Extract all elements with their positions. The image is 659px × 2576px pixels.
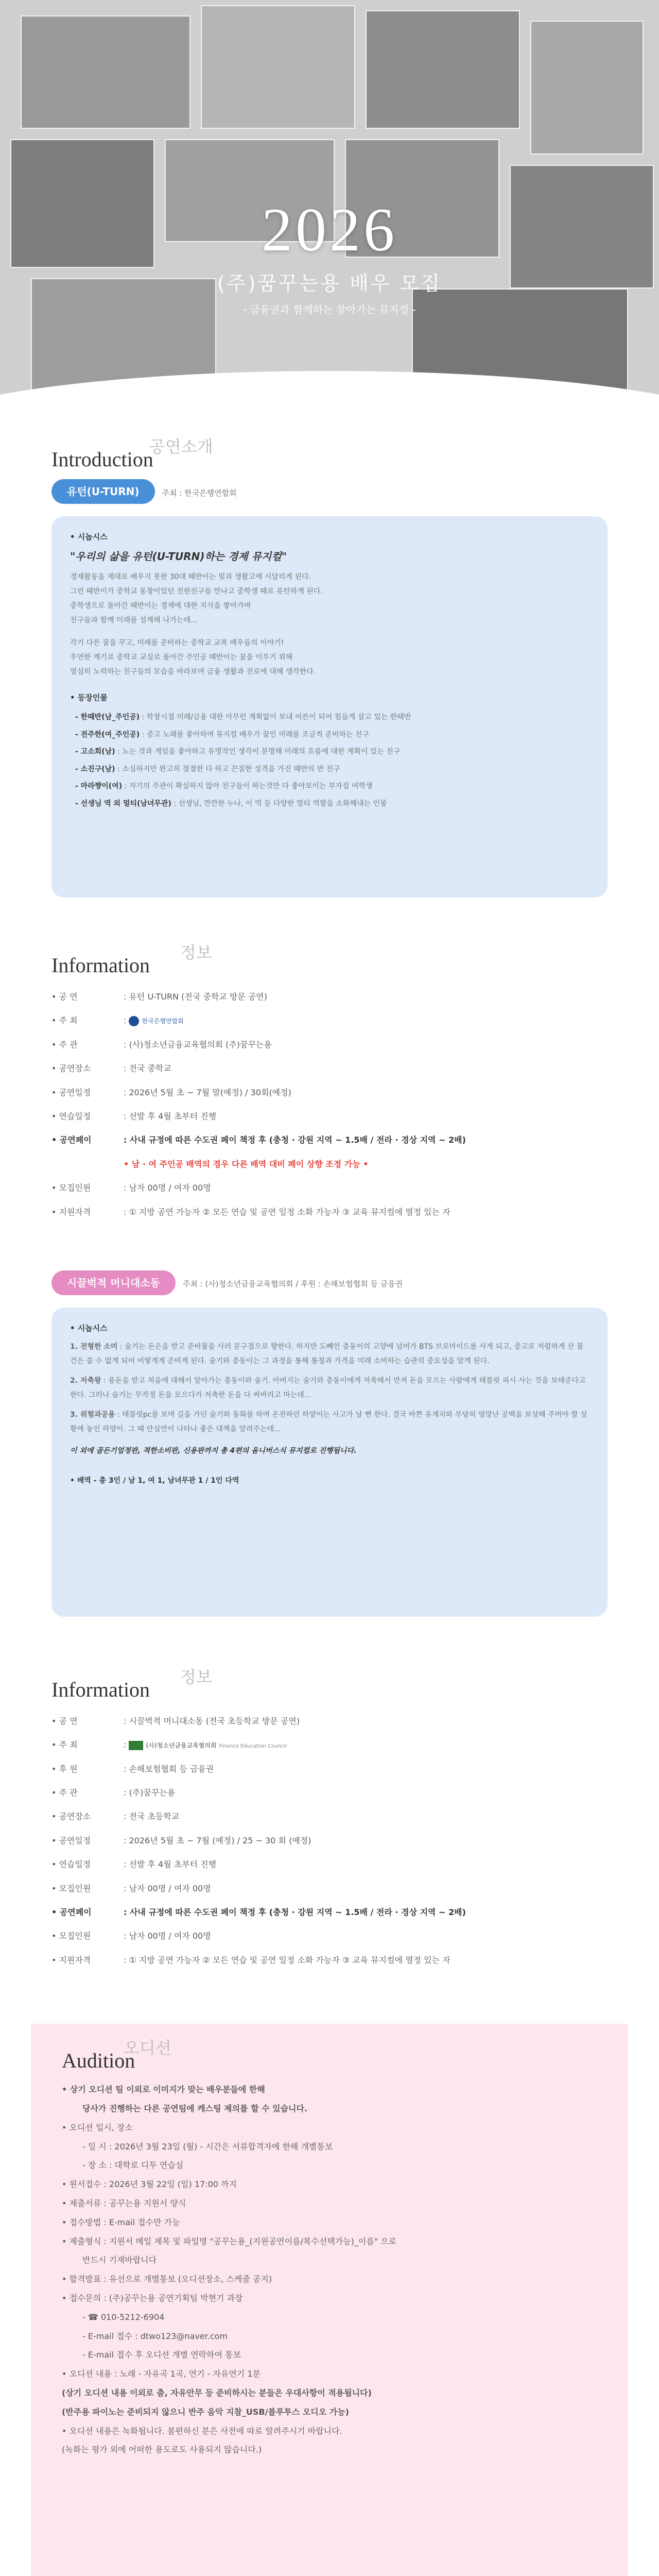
- audition-row: • 오디션 내용은 녹화됩니다. 불편하신 분은 사전에 따로 알려주시기 바랍니다.: [62, 2426, 342, 2436]
- photo-stage-2: [201, 5, 355, 129]
- audition-row: • 제출형식 : 지원서 메일 제목 및 파일명 "공꾸는용_(지원공연이름/복수선택가능)_이름" 으로: [62, 2236, 397, 2246]
- info-heading-ko: 정보: [180, 943, 212, 962]
- character-item: - 전주한(여_주인공) : 중고 노래를 좋아하며 뮤지컬 배우가 꿈인 미래를 조금씩 준비하는 친구: [75, 730, 370, 739]
- info-row: • 주 최 : 한국은행연합회: [51, 1015, 184, 1026]
- audition-box: [31, 2024, 628, 2576]
- intro-heading: Introduction 공연소개: [51, 443, 608, 479]
- character-item: - 마라쨩이(여) : 자기의 주관이 확실하지 않아 친구들이 하는것만 다 좋아보이는 부자집 여학생: [75, 782, 373, 791]
- show-pill-money: 시끌벅적 머니대소동: [51, 1270, 176, 1295]
- info-row: • 공 연 : 유턴 U-TURN (전국 중학교 방문 공연): [51, 992, 267, 1002]
- info-row: • 모집인원 : 남자 00명 / 여자 00명: [51, 1931, 211, 1941]
- synopsis-item: 1. 전형한 소미 : 술기는 돈은을 받고 준비물을 사러 문구점으로 향한다. 하지만 도빼인 충동이의 고양에 넘어가 BTS 브로마이드를 사게 되고, 중고로 저렴하게 산 물건은 쓸 수 없게 되어 어떻게게 준비게 된다. 술기와 충동이는 그 과정을 통해 통칭과 가격을 미래 소비하는 습관의 중요성을 알게 된다.: [70, 1342, 584, 1365]
- character-item: - 선생님 역 외 멀티(남녀무관) : 선생님, 깐깐한 누나, 이 역 등 다양한 멀티 역할을 소화해내는 인물: [75, 799, 387, 808]
- synopsis-title: • 시놉시스: [70, 532, 108, 541]
- info-heading-ko-2: 정보: [180, 1667, 212, 1686]
- synopsis-box: [51, 516, 608, 897]
- info-row: • 공연페이 : 사내 규정에 따른 수도권 페이 책정 후 (충청 · 강원 지역 ~ 1.5배 / 전라 · 경상 지역 ~ 2배): [51, 1135, 466, 1145]
- council-logo-icon: [129, 1741, 143, 1750]
- audition-row: - ☎ 010-5212-6904: [82, 2312, 165, 2322]
- character-item: - 소진구(남) : 소심하지만 완고히 절절한 다 하고 끈질한 성격을 가진 때반의 반 친구: [75, 765, 340, 773]
- character-item: - 고소희(남) : 노는 것과 게임을 좋아하고 유명작인 생각이 분명해 미래의 흐름에 대한 계획이 있는 친구: [75, 748, 401, 756]
- synopsis-line: 경제활동을 제대로 배우지 못한 30대 때반이는 빚과 생활고에 시달리게 된다.: [70, 573, 311, 581]
- audition-row: - 일 시 : 2026년 3월 23일 (월) - 시간은 서류합격자에 한해 개별통보: [82, 2141, 333, 2151]
- host-logo-icon: [129, 1016, 139, 1026]
- info-row: • 후 원 : 손해보험협회 등 금융권: [51, 1764, 214, 1774]
- synopsis-title-2: • 시놉시스: [70, 1323, 108, 1333]
- audition-row: 당사가 진행하는 다른 공연팀에 캐스팅 제의를 할 수 있습니다.: [82, 2104, 308, 2113]
- synopsis-line: 중학생으로 돌아간 때반이는 경제에 대한 지식을 쌓아가며: [70, 602, 251, 610]
- audition-heading-ko: 오디션: [124, 2039, 171, 2058]
- synopsis-line: 각기 다른 꿈을 꾸고, 미래를 준비하는 중학교 교복 배우들의 이야기!: [70, 639, 284, 647]
- info-row: • 지원자격 : ① 지방 공연 가능자 ② 모든 연습 및 공연 일정 소화 가능자 ③ 교육 뮤지컬에 열정 있는 자: [51, 1955, 450, 1965]
- characters-list: [75, 709, 589, 813]
- info-row: • 모집인원 : 남자 00명 / 여자 00명: [51, 1883, 211, 1893]
- audition-row: • 오디션 내용 : 노래 - 자유곡 1곡, 연기 - 자유연기 1분: [62, 2369, 261, 2379]
- synopsis-item: 2. 저축왕 : 용돈을 받고 처음에 대해서 알아가는 충동이와 술기. 아버지는 술기와 충동이에게 저축해서 만져 돈을 모으는 사람에게 태블릿 피시 사는 것을 보태준다고 한다. 그러나 술기는 무작정 돈을 모으다가 저축한 돈을 다 써버리고 마는데...: [70, 1376, 586, 1399]
- audition-row: 반드시 기재바랍니다: [82, 2255, 157, 2265]
- audition-row: • 접수문의 : (주)공꾸는용 공연기획팀 박현기 과장: [62, 2293, 243, 2303]
- audition-row: (상기 오디션 내용 이외로 춤, 자유안무 등 준비하시는 분들은 우대사항이 적용됩니다): [62, 2387, 372, 2398]
- synopsis-item: 3. 위험과공용 : 태블릿pc를 보며 길을 가던 술기와 동화를 하며 온전하던 하양이는 사고가 날 뻔 한다. 결국 바쁜 유재치와 부당히 엉망난 공백을 보상해 주머야 할 상황에 놓인 하양이. 그 때 안심먼이 나타나 좋은 대책을 알려주는데...: [70, 1410, 587, 1433]
- info-row: • 공 연 : 시끌벅적 머니대소동 (전국 초등학교 방문 공연): [51, 1716, 300, 1726]
- info-row: • 공연장소 : 전국 중학교: [51, 1063, 171, 1074]
- photo-stage-3: [366, 10, 520, 129]
- show-pill-uturn: 유턴(U-TURN): [51, 479, 155, 504]
- photo-stage-4: [530, 21, 644, 155]
- roles-note: • 배역 - 총 3인 / 남 1, 여 1, 남녀무관 1 / 1인 다역: [70, 1476, 239, 1485]
- info-row: • 연습일정 : 선발 후 4월 초부터 진행: [51, 1859, 217, 1870]
- hero-subtitle: - 금융권과 함께하는 찾아가는 뮤지컬 -: [242, 303, 417, 316]
- audition-row: • 제출서류 : 공꾸는용 지원서 양식: [62, 2198, 186, 2208]
- audition-row: • 원서접수 : 2026년 3월 22일 (일) 17:00 까지: [62, 2179, 237, 2190]
- info-row: • 공연페이 : 사내 규정에 따른 수도권 페이 책정 후 (충청 · 강원 지역 ~ 1.5배 / 전라 · 경상 지역 ~ 2배): [51, 1907, 466, 1918]
- audition-row: • 합격발표 : 유선으로 개별통보 (오디션장소, 스케줄 공지): [62, 2274, 272, 2284]
- synopsis-line: 열심히 노력하는 친구들의 모습을 바라보며 금융 생활과 진로에 대해 생각한다.: [70, 668, 316, 676]
- synopsis-line: 그런 때반이가 중학교 동창이었던 친한친구들 만나고 중학생 때로 유턴하게 된다.: [70, 587, 323, 596]
- audition-row: - 장 소 : 대학로 디투 연습실: [82, 2160, 184, 2171]
- audition-row: - E-mail 접수 : dtwo123@naver.com: [82, 2331, 228, 2341]
- audition-row: • 접수방법 : E-mail 접수만 가능: [62, 2217, 180, 2227]
- info-row: • 공연일정 : 2026년 5월 초 ~ 7월 말(예정) / 30회(예정): [51, 1087, 291, 1097]
- characters-title: • 등장인물: [70, 693, 108, 702]
- synopsis-line: 우연한 계기로 중학교 교실로 돌아간 주인공 때반이는 꿈을 이루기 위해: [70, 653, 293, 662]
- info-heading-2: Information 정보: [51, 1673, 608, 1709]
- audition-row: (반주용 파이노는 준비되지 않으니 반주 음악 지참_USB/블루투스 오디오 가능): [62, 2406, 349, 2417]
- synopsis-quote: "우리의 삶을 유턴(U-TURN)하는 경제 뮤지컬": [70, 550, 287, 563]
- hero-year: 2026: [262, 195, 397, 264]
- intro-heading-ko: 공연소개: [149, 437, 213, 456]
- photo-stage-1: [21, 15, 190, 129]
- info-row: • 지원자격 : ① 지방 공연 가능자 ② 모든 연습 및 공연 일정 소화 가능자 ③ 교육 뮤지컬에 열정 있는 자: [51, 1207, 450, 1217]
- info-row: • 주 최 : (사)청소년금융교육협의회 Finance Education Council: [51, 1740, 287, 1750]
- synopsis-note: 이 외에 골든기업정판, 적한소비판, 신용판까지 총 4편의 옴니버스식 뮤지컬로 진행됩니다.: [70, 1446, 357, 1455]
- info-list: [51, 985, 608, 1224]
- hero-title: (주)꿈꾸는용 배우 모집: [217, 272, 442, 295]
- audition-heading: Audition 오디션: [62, 2044, 597, 2080]
- host-label-2: 주최 : (사)청소년금융교육협의회 / 후원 : 손해보험협회 등 금융권: [182, 1279, 403, 1289]
- synopsis-box-2: [51, 1308, 608, 1617]
- info-row: • 남 · 여 주인공 배역의 경우 다른 배역 대비 페이 상향 조정 가능 •: [124, 1159, 369, 1169]
- synopsis-line: 친구들과 함께 미래를 설계해 나가는데...: [70, 616, 198, 624]
- audition-row: • 오디션 일시, 장소: [62, 2122, 133, 2132]
- hero-banner: [0, 0, 659, 433]
- audition-list: [62, 2080, 597, 2460]
- info-row: • 주 관 : (주)꿈꾸는용: [51, 1788, 176, 1798]
- audition-row: (녹화는 평가 외에 어떠한 용도로도 사용되지 않습니다.): [62, 2445, 262, 2455]
- audition-row: - E-mail 접수 후 오디션 개별 연락하여 통보: [82, 2350, 241, 2360]
- info-heading: Information 정보: [51, 949, 608, 985]
- info-row: • 연습일정 : 선발 후 4월 초부터 진행: [51, 1111, 217, 1121]
- info-row: • 모집인원 : 남자 00명 / 여자 00명: [51, 1183, 211, 1193]
- info-row: • 주 관 : (사)청소년금융교육협의회 (주)꿈꾸는용: [51, 1039, 272, 1049]
- host-label: 주최 : 한국은행연합회: [162, 488, 237, 498]
- info-row: • 공연일정 : 2026년 5월 초 ~ 7월 (예정) / 25 ~ 30 회 (예정): [51, 1835, 311, 1845]
- info-list-2: [51, 1709, 608, 1972]
- character-item: - 한때반(남_주인공) : 학창시절 미래/금융 대한 아무런 계획없이 보내 어른이 되어 힘들게 살고 있는 한때반: [75, 713, 411, 721]
- audition-row: • 상기 오디션 팀 이외로 이미지가 맞는 배우분들에 한해: [62, 2084, 265, 2095]
- info-row: • 공연장소 : 전국 초등학교: [51, 1811, 180, 1822]
